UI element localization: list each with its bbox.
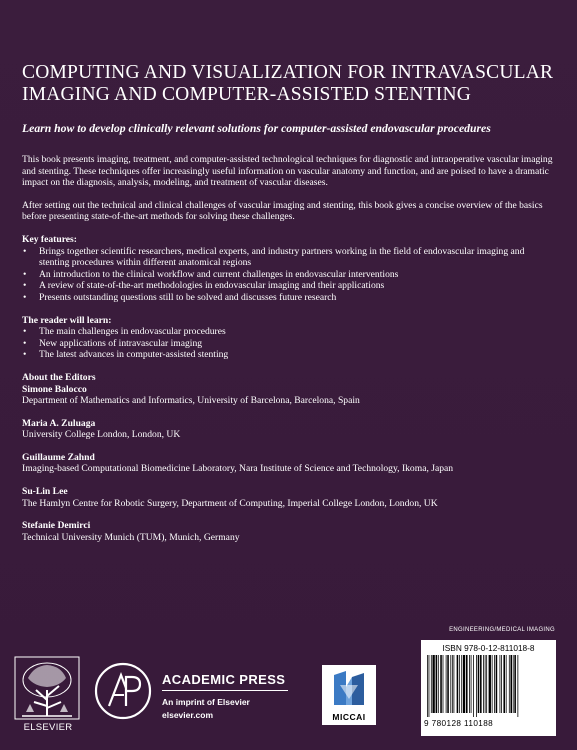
editor-affiliation: The Hamlyn Centre for Robotic Surgery, Department of Computing, Imperial College London, London, UK — [22, 497, 438, 509]
isbn-barcode — [421, 640, 556, 736]
imprint-text: An imprint of Elsevier — [162, 697, 250, 707]
miccai-wordmark: MICCAI — [332, 712, 366, 722]
list-item: • Presents outstanding questions still to be solved and discusses future research — [22, 292, 556, 304]
editor-affiliation: Imaging-based Computational Biomedicine Laboratory, Nara Institute of Science and Technology, Ikoma, Japan — [22, 463, 454, 475]
editor-affiliation: University College London, London, UK — [22, 429, 181, 441]
list-item: • New applications of intravascular imaging — [22, 338, 556, 350]
miccai-logo — [322, 665, 376, 725]
reader-learns-heading: The reader will learn: — [22, 314, 112, 326]
editor-name: Su-Lin Lee — [22, 486, 68, 498]
description-paragraph: This book presents imaging, treatment, and computer-assisted technological techniques for diagnostic and intraoperative vascular imaging and stenting. These techniques offer increasingly useful information on vascular anatomy and function, and are poised to have a dramatic impact on the diagnosis, analysis, modeling, and treatment of vascular diseases. — [22, 154, 553, 189]
editor-name: Guillaume Zahnd — [22, 451, 95, 463]
miccai-mark-icon — [322, 665, 376, 709]
list-item: • Brings together scientific researchers, medical experts, and industry partners working in the field of endovascular imaging and stenting procedures within different anatomical regions — [22, 246, 556, 269]
editor-name: Stefanie Demirci — [22, 520, 91, 532]
academic-press-wordmark: ACADEMIC PRESS — [162, 672, 286, 687]
reader-learns-list — [22, 326, 556, 361]
reader-learns-section — [22, 315, 556, 361]
key-features-heading: Key features: — [22, 233, 77, 245]
elsevier-wordmark: ELSEVIER — [23, 722, 73, 733]
main-content — [22, 154, 556, 554]
subject-category: ENGINEERING/MEDICAL IMAGING — [449, 627, 555, 633]
editor-entry — [22, 486, 556, 509]
list-item: • The latest advances in computer-assisted stenting — [22, 349, 556, 361]
isbn-digits: 9 780128 110188 — [424, 719, 494, 728]
editor-entry — [22, 384, 556, 407]
editor-name: Maria A. Zuluaga — [22, 417, 96, 429]
barcode-icon — [425, 655, 552, 717]
tagline: Learn how to develop clinically relevant solutions for computer-assisted endovascular procedures — [22, 122, 491, 135]
editor-affiliation: Department of Mathematics and Informatics, University of Barcelona, Barcelona, Spain — [22, 395, 360, 407]
overview-paragraph: After setting out the technical and clinical challenges of vascular imaging and stenting, this book gives a concise overview of the basics before presenting state-of-the-art methods for solving these challenges. — [22, 199, 543, 223]
editor-entry — [22, 452, 556, 475]
editors-section — [22, 372, 556, 544]
book-title: COMPUTING AND VISUALIZATION FOR INTRAVASCULAR IMAGING AND COMPUTER-ASSISTED STENTING — [22, 62, 554, 105]
editor-entry — [22, 418, 556, 441]
key-features-list — [22, 246, 556, 304]
list-item: • The main challenges in endovascular procedures — [22, 326, 556, 338]
list-item: • A review of state-of-the-art methodologies in endovascular imaging and their applications — [22, 280, 556, 292]
key-features-section — [22, 234, 556, 304]
isbn-label: ISBN 978-0-12-811018-8 — [442, 643, 535, 653]
publisher-website: elsevier.com — [162, 710, 214, 720]
publisher-divider — [162, 690, 288, 691]
academic-press-logo-icon — [94, 662, 152, 720]
editors-heading: About the Editors — [22, 371, 96, 383]
editor-name: Simone Balocco — [22, 383, 87, 395]
editor-affiliation: Technical University Munich (TUM), Munich, Germany — [22, 531, 240, 543]
editor-entry — [22, 520, 556, 543]
list-item: • An introduction to the clinical workflow and current challenges in endovascular interventions — [22, 269, 556, 281]
